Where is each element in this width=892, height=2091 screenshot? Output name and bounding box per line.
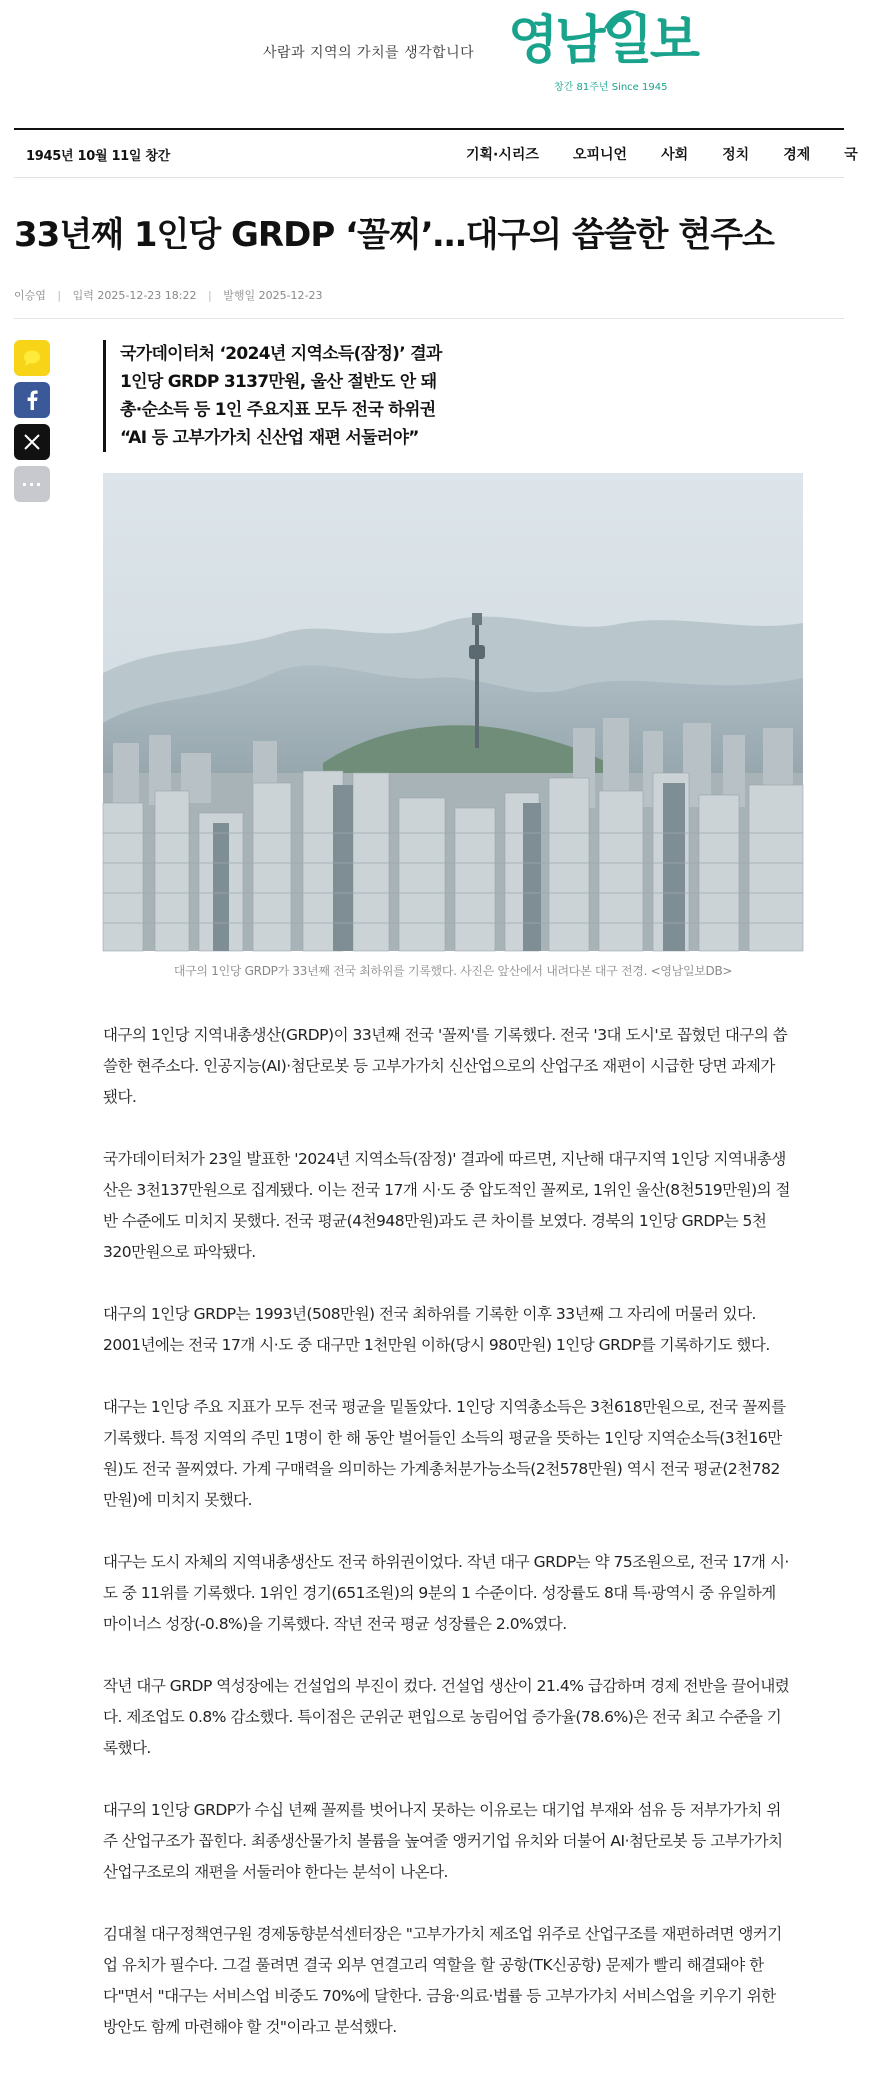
photo-caption: 대구의 1인당 GRDP가 33년째 전국 최하위를 기록했다. 사진은 앞산에서 내려다본 대구 전경. <영남일보DB> [173,964,733,978]
article-photo[interactable] [103,473,803,951]
article-input-date: 입력 2025-12-23 18:22 [72,289,197,302]
more-icon: ··· [21,474,43,494]
meta-divider: | [207,289,212,302]
share-more-button[interactable] [14,466,50,502]
article-headline: 33년째 1인당 GRDP ‘꼴찌’…대구의 씁쓸한 현주소 [14,215,774,255]
article-paragraph: 김대철 대구정책연구원 경제동향분석센터장은 "고부가가치 제조업 위주로 산업구조를 재편하려면 앵커기업 유치가 필수다. 그걸 풀려면 결국 외부 연결고리 역할을 할 공항(TK신공항) 문제가 빨리 해결돼야 한다"면서 "대구는 서비스업 비중도 70%에 달한다. 금융·의료·법률 등 고부가가치 서비스업을 키우기 위한 방안도 함께 마련해야 할 것"이라고 분석했다. [103,1925,782,2036]
nav-item-series[interactable]: 기획·시리즈 [466,147,539,163]
nav-item-economy[interactable]: 경제 [783,147,811,163]
share-kakao-button[interactable] [14,340,50,376]
article-paragraph: 작년 대구 GRDP 역성장에는 건설업의 부진이 컸다. 건설업 생산이 21.4% 급감하며 경제 전반을 끌어내렸다. 제조업도 0.8% 감소했다. 특이점은 군위군 편입으로 농림어업 증가율(78.6%)은 전국 최고 수준을 기록했다. [103,1677,790,1757]
subheadline-line: “AI 등 고부가가치 신산업 재편 서둘러야” [120,428,419,448]
site-logo[interactable] [508,6,728,92]
article-paragraph: 대구의 1인당 지역내총생산(GRDP)이 33년째 전국 '꼴찌'를 기록했다. 전국 '3대 도시'로 꼽혔던 대구의 씁쓸한 현주소다. 인공지능(AI)·첨단로봇 등 고부가가치 신산업으로의 산업구조 재편이 시급한 당면 과제가 됐다. [103,1026,788,1106]
facebook-icon [26,390,38,410]
article-paragraph: 대구는 1인당 주요 지표가 모두 전국 평균을 밑돌았다. 1인당 지역총소득은 3천618만원으로, 전국 꼴찌를 기록했다. 특정 지역의 주민 1명이 한 해 동안 벌어들인 소득의 평균을 뜻하는 1인당 지역순소득(3천16만원)도 전국 꼴찌였다. 가계 구매력을 의미하는 가계총처분가능소득(2천578만원) 역시 전국 평균(2천782만원)에 미치지 못했다. [103,1398,786,1509]
share-facebook-button[interactable] [14,382,50,418]
subheadline-line: 1인당 GRDP 3137만원, 울산 절반도 안 돼 [120,372,437,392]
article-subheadline [103,340,463,452]
nav-item-society[interactable]: 사회 [661,147,689,163]
kakao-icon [22,349,42,367]
article-paragraph: 대구의 1인당 GRDP는 1993년(508만원) 전국 최하위를 기록한 이후 33년째 그 자리에 머물러 있다. 2001년에는 전국 17개 시·도 중 대구만 1천만원 이하(당시 980만원) 1인당 GRDP를 기록하기도 했다. [103,1305,770,1354]
article-publish-date: 발행일 2025-12-23 [223,289,323,302]
main-nav [466,144,892,164]
article-author[interactable]: 이승엽 [14,289,46,302]
article-body [103,1020,793,2074]
site-header [0,0,844,120]
article-paragraph: 국가데이터처가 23일 발표한 '2024년 지역소득(잠정)' 결과에 따르면, 지난해 대구지역 1인당 지역내총생산은 3천137만원으로 집계됐다. 이는 전국 17개 시·도 중 압도적인 꼴찌로, 1위인 울산(8천519만원)의 절반 수준에도 미치지 못했다. 전국 평균(4천948만원)과도 큰 차이를 보였다. 경북의 1인당 GRDP는 5천320만원으로 파악됐다. [103,1150,791,1261]
logo-wordmark: 영남일보 [508,10,697,71]
city-skyline-illustration [103,473,803,951]
founded-date: 1945년 10월 11일 창간 [26,149,170,164]
article-paragraph: 대구는 도시 자체의 지역내총생산도 전국 하위권이었다. 작년 대구 GRDP는 약 75조원으로, 전국 17개 시·도 중 11위를 기록했다. 1위인 경기(651조원)의 9분의 1 수준이다. 성장률도 8대 특·광역시 중 유일하게 마이너스 성장(-0.8%)을 기록했다. 작년 전국 평균 성장률은 2.0%였다. [103,1553,789,1633]
subheadline-line: 국가데이터처 ‘2024년 지역소득(잠정)’ 결과 [120,344,442,364]
nav-item-politics[interactable]: 정치 [722,147,750,163]
article-paragraph: 대구의 1인당 GRDP가 수십 년째 꼴찌를 벗어나지 못하는 이유로는 대기업 부재와 섬유 등 저부가가치 위주 산업구조가 꼽힌다. 최종생산물가치 볼륨을 높여줄 앵커기업 유치와 더불어 AI·첨단로봇 등 고부가가치 산업구조로의 재편을 서둘러야 한다는 분석이 나온다. [103,1801,783,1881]
site-slogan: 사람과 지역의 가치를 생각합니다 [263,45,475,61]
main-navigation-bar [14,128,858,178]
logo-tagline: 창간 81주년 Since 1945 [554,82,668,93]
logo-swoosh-icon [602,6,642,32]
article-meta [14,287,323,303]
nav-item-opinion[interactable]: 오피니언 [572,147,628,163]
share-x-button[interactable] [14,424,50,460]
subheadline-line: 총·순소득 등 1인 주요지표 모두 전국 하위권 [120,400,436,420]
meta-divider-line [14,318,844,319]
meta-divider: | [57,289,62,302]
x-icon [24,434,40,450]
nav-item-national[interactable]: 국 [844,147,858,163]
